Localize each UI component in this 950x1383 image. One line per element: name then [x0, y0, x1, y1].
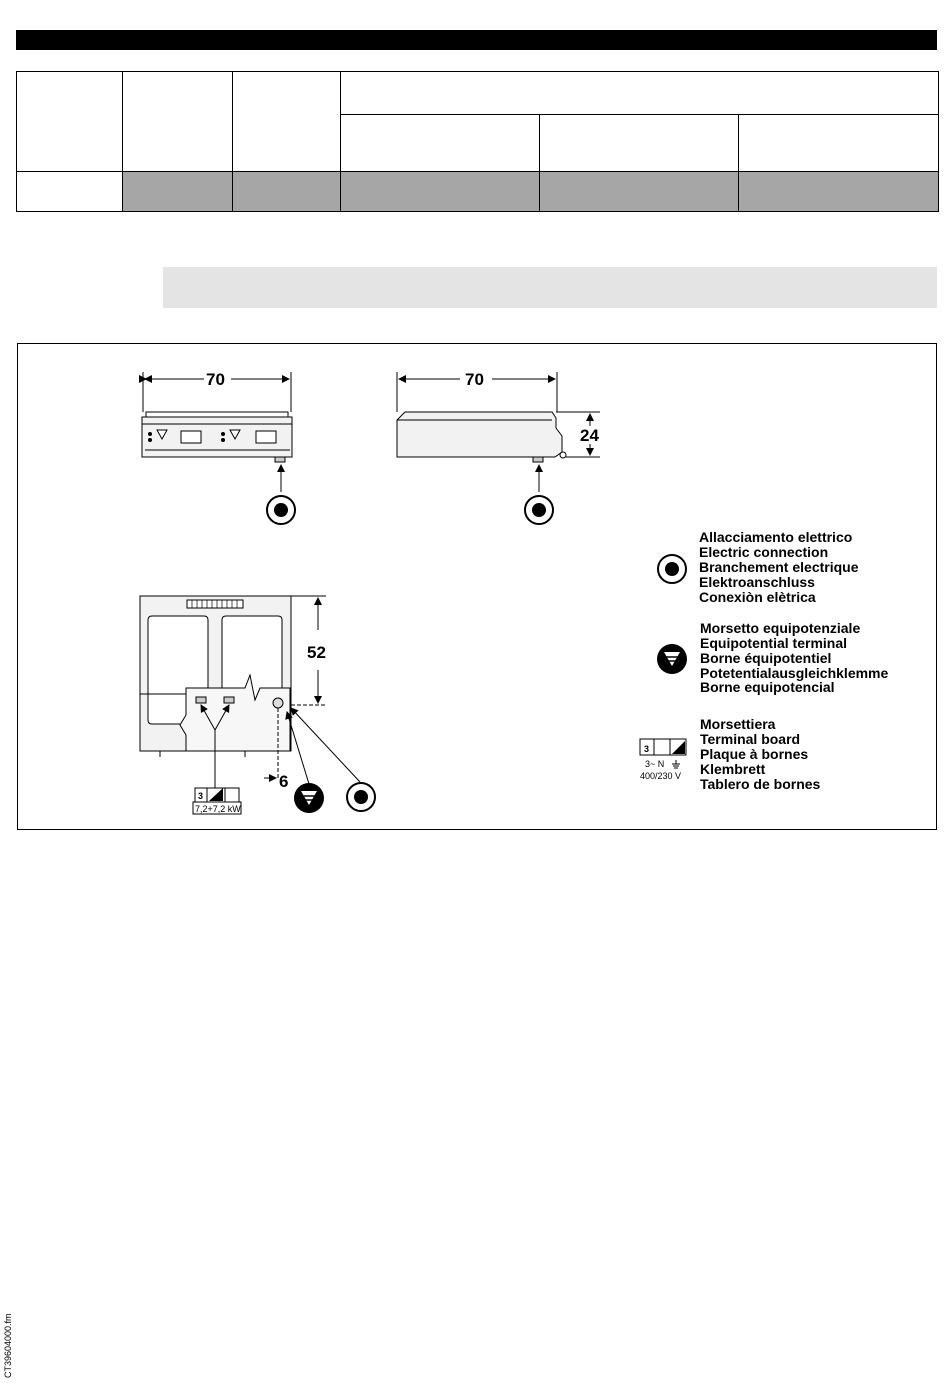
legend-text: Electric connection: [699, 544, 829, 560]
legend-terminal-board: [700, 716, 821, 792]
legend-text: Morsetto equipotenziale: [700, 620, 861, 636]
electric-connection-icon: [347, 783, 375, 811]
legend-electric-icon: [658, 555, 686, 583]
electric-connection-icon: [267, 496, 295, 524]
legend-text: Plaque à bornes: [700, 746, 809, 762]
legend-text: Morsettiera: [700, 716, 776, 732]
offset-dimension: 6: [279, 772, 289, 791]
top-view: [140, 596, 360, 788]
legend-text: Klembrett: [700, 761, 766, 777]
side-view: [397, 372, 600, 492]
legend-terminal-number: 3: [644, 744, 650, 754]
side-height-dimension: 24: [580, 426, 599, 445]
legend-text: Terminal board: [700, 731, 801, 747]
legend-terminal-phase: 3~ N: [645, 759, 665, 769]
top-depth-dimension: 52: [307, 643, 326, 662]
legend-equipotential-icon: [657, 644, 687, 674]
terminal-rating: 7,2+7,2 kW: [195, 804, 241, 814]
legend-equipotential-terminal: [700, 620, 889, 695]
equipotential-icon: [294, 783, 324, 813]
legend-text: Borne équipotentiel: [700, 650, 832, 666]
legend-terminal-voltage: 400/230 V: [640, 771, 682, 781]
front-width-dimension: 70: [206, 370, 225, 389]
legend-text: Branchement electrique: [699, 559, 859, 575]
legend-text: Borne equipotencial: [700, 679, 835, 695]
electric-connection-icon: [525, 496, 553, 524]
legend-electric-connection: [699, 529, 859, 605]
side-width-dimension: 70: [465, 370, 484, 389]
legend-text: Tablero de bornes: [700, 776, 821, 792]
terminal-number: 3: [198, 791, 204, 801]
legend-text: Equipotential terminal: [700, 635, 848, 651]
legend-text: Potetentialausgleichklemme: [700, 665, 889, 681]
file-id: CT39604000.fm: [3, 1313, 13, 1378]
legend-text: Conexiòn elètrica: [699, 589, 816, 605]
front-view: [142, 372, 292, 492]
legend-text: Allacciamento elettrico: [699, 529, 853, 545]
legend-text: Elektroanschluss: [699, 574, 815, 590]
